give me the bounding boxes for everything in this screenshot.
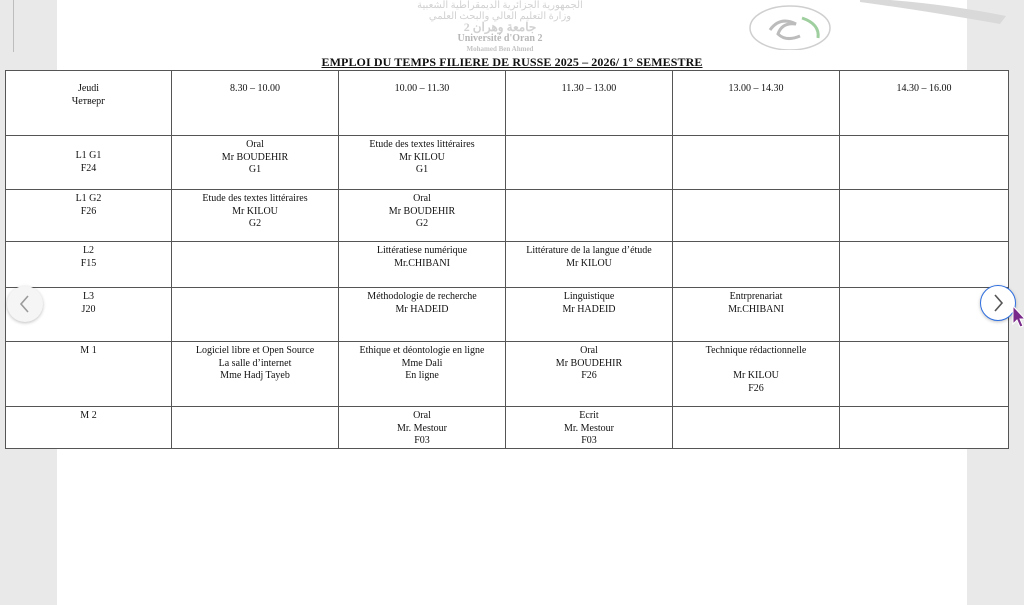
course-cell xyxy=(339,190,506,242)
course-title: Ecrit xyxy=(579,410,599,421)
table-header-row xyxy=(6,71,1009,136)
course-teacher: Mr BOUDEHIR xyxy=(221,151,289,163)
time-slot-label: 8.30 – 10.00 xyxy=(230,83,280,94)
course-title: Littératiese numérique xyxy=(376,245,468,256)
previous-page-button[interactable] xyxy=(7,286,43,322)
course-title: Oral xyxy=(580,345,598,356)
empty-cell xyxy=(840,342,1009,407)
course-room: G2 xyxy=(415,218,429,229)
course-title: Ethique et déontologie en ligne xyxy=(359,345,485,356)
empty-cell xyxy=(840,190,1009,242)
table-row xyxy=(6,288,1009,342)
course-title: Entrprenariat xyxy=(729,291,783,302)
course-title: Littérature de la langue d’étude xyxy=(526,245,652,256)
letterhead-arabic-name: جامعة وهران 2 xyxy=(463,20,537,34)
group-cell xyxy=(6,190,172,242)
empty-cell xyxy=(172,288,339,342)
course-title: Logiciel libre et Open Source xyxy=(195,345,315,356)
course-cell xyxy=(673,288,840,342)
university-letterhead xyxy=(320,0,680,53)
course-teacher: Mr KILOU xyxy=(232,205,278,217)
course-room: F03 xyxy=(581,435,597,446)
group-label: M 1 xyxy=(80,345,97,356)
course-cell xyxy=(339,136,506,190)
table-row xyxy=(6,242,1009,288)
group-room: F26 xyxy=(80,205,97,217)
group-cell xyxy=(6,407,172,449)
course-cell xyxy=(339,288,506,342)
table-row xyxy=(6,136,1009,190)
course-title: Etude des textes littéraires xyxy=(369,139,475,150)
course-title: Oral xyxy=(246,139,264,150)
time-slot-label: 10.00 – 11.30 xyxy=(394,83,450,94)
empty-cell xyxy=(673,190,840,242)
letterhead-university-name: Université d'Oran 2 xyxy=(457,33,543,44)
course-teacher: Mr HADEID xyxy=(562,303,616,315)
time-slot-header xyxy=(172,71,339,136)
course-teacher: Mme Hadj Tayeb xyxy=(220,370,290,381)
letterhead-arabic-line1: الجمهورية الجزائرية الديمقراطية الشعبية xyxy=(417,0,583,11)
course-cell xyxy=(339,342,506,407)
course-room: G1 xyxy=(415,164,429,175)
course-room: En ligne xyxy=(405,370,439,381)
course-teacher: Mr KILOU xyxy=(566,257,612,269)
course-title: Technique rédactionnelle xyxy=(705,345,807,356)
course-teacher: Mr. Mestour xyxy=(397,422,447,434)
timetable xyxy=(5,70,1009,449)
mouse-cursor-icon xyxy=(1012,305,1024,329)
group-label: L1 G2 xyxy=(75,193,102,204)
course-cell xyxy=(506,342,673,407)
group-cell xyxy=(6,136,172,190)
course-title: Oral xyxy=(413,410,431,421)
empty-cell xyxy=(172,242,339,288)
course-spacer xyxy=(675,358,837,371)
course-teacher: Mme Dali xyxy=(401,357,443,369)
course-teacher: Mr. Mestour xyxy=(564,422,614,434)
chevron-left-icon xyxy=(18,294,32,314)
group-cell xyxy=(6,242,172,288)
group-label: L1 G1 xyxy=(75,150,102,161)
course-cell xyxy=(172,190,339,242)
group-room: F15 xyxy=(80,257,97,269)
course-cell xyxy=(506,407,673,449)
group-cell xyxy=(6,342,172,407)
day-ru: Четверг xyxy=(71,95,106,107)
empty-cell xyxy=(172,407,339,449)
time-slot-header xyxy=(840,71,1009,136)
time-slot-label: 14.30 – 16.00 xyxy=(896,83,952,94)
course-title: Méthodologie de recherche xyxy=(367,291,477,302)
course-room: G1 xyxy=(248,164,262,175)
course-room: F26 xyxy=(748,382,764,394)
empty-cell xyxy=(840,407,1009,449)
course-cell xyxy=(339,242,506,288)
course-room: La salle d’internet xyxy=(218,357,292,369)
time-slot-label: 11.30 – 13.00 xyxy=(561,83,617,94)
page-title-text: EMPLOI DU TEMPS FILIERE DE RUSSE 2025 – 2026/ 1° SEMESTRE xyxy=(321,55,703,69)
empty-cell xyxy=(673,407,840,449)
course-teacher: Mr BOUDEHIR xyxy=(388,205,456,217)
group-label: M 2 xyxy=(80,410,97,421)
course-room: F26 xyxy=(581,370,597,381)
time-slot-header xyxy=(506,71,673,136)
ribbon-decoration-icon xyxy=(860,0,1010,28)
course-title: Oral xyxy=(413,193,431,204)
table-row xyxy=(6,190,1009,242)
day-header-cell xyxy=(6,71,172,136)
course-room: G2 xyxy=(248,218,262,229)
course-room: F03 xyxy=(414,435,430,446)
course-cell xyxy=(172,136,339,190)
next-page-button[interactable] xyxy=(980,285,1016,321)
table-row xyxy=(6,342,1009,407)
empty-cell xyxy=(506,190,673,242)
course-teacher: Mr HADEID xyxy=(395,303,449,315)
empty-cell xyxy=(840,136,1009,190)
course-teacher: Mr KILOU xyxy=(399,151,445,163)
empty-cell xyxy=(506,136,673,190)
group-room: F24 xyxy=(80,162,97,174)
table-row xyxy=(6,407,1009,449)
course-title: Etude des textes littéraires xyxy=(202,193,308,204)
course-cell xyxy=(506,242,673,288)
time-slot-label: 13.00 – 14.30 xyxy=(728,83,784,94)
course-teacher: Mr.CHIBANI xyxy=(728,303,784,315)
course-teacher: Mr BOUDEHIR xyxy=(555,357,623,369)
empty-cell xyxy=(840,242,1009,288)
course-title: Linguistique xyxy=(563,291,615,302)
letterhead-arabic-line2: وزارة التعليم العالي والبحث العلمي xyxy=(428,11,572,22)
group-label: L3 xyxy=(82,291,95,302)
course-cell xyxy=(673,342,840,407)
time-slot-header xyxy=(673,71,840,136)
letterhead-university-sub: Mohamed Ben Ahmed xyxy=(466,45,534,53)
course-cell xyxy=(339,407,506,449)
group-room: J20 xyxy=(81,303,96,315)
day-fr: Jeudi xyxy=(77,83,100,94)
empty-cell xyxy=(673,136,840,190)
time-slot-header xyxy=(339,71,506,136)
course-teacher: Mr.CHIBANI xyxy=(394,257,450,269)
empty-cell xyxy=(673,242,840,288)
university-logo-icon xyxy=(740,0,850,50)
course-cell xyxy=(506,288,673,342)
course-teacher: Mr KILOU xyxy=(733,370,779,381)
page-edge-divider xyxy=(13,0,14,52)
course-cell xyxy=(172,342,339,407)
page-title xyxy=(0,55,1024,70)
group-label: L2 xyxy=(82,245,95,256)
chevron-right-icon xyxy=(991,293,1005,313)
